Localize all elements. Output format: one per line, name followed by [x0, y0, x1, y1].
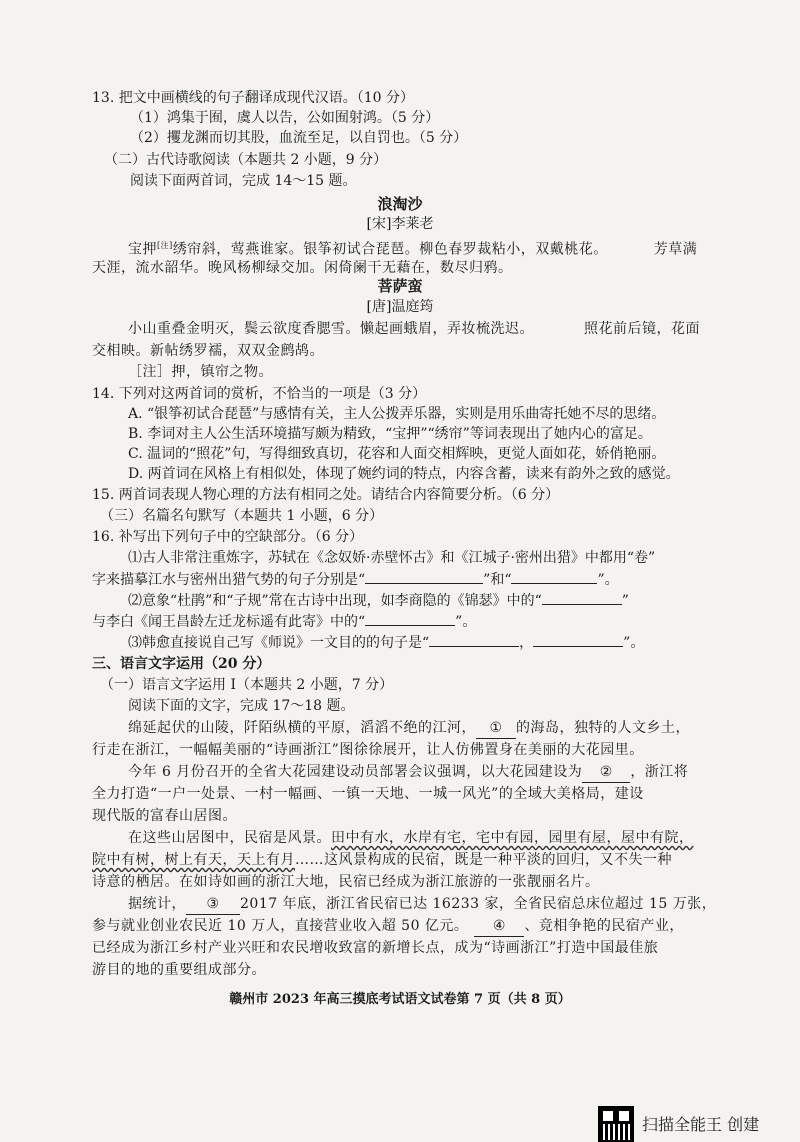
section-dictation-heading: （三）名篇名句默写（本题共 1 小题，6 分） [100, 508, 384, 524]
passage-p4-line-2: 参与就业创业农民近 10 万人，直接营业收入超 50 亿元。 ④ 、竞相争艳的民宿产业， [92, 916, 684, 937]
section-poetry-intro: 阅读下面两首词，完成 14～15 题。 [130, 173, 357, 189]
q14-option-b: B. 李词对主人公生活环境描写颇为精致，“宝押”“绣帘”等词表现出了她内心的富足。 [128, 426, 652, 442]
poem-note: ［注］押，镇帘之物。 [128, 364, 273, 380]
q14-option-a: A. “银筝初试合琵琶”与感情有关，主人公拨弄乐器，实则是用乐曲寄托她不尽的思绪。 [128, 406, 666, 422]
passage-p1-line-1: 绵延起伏的山陵，阡陌纵横的平原，滔滔不绝的江河， ① 的海岛，独特的人文乡土， [128, 718, 690, 739]
q16-stem: 16. 补写出下列句子中的空缺部分。（6 分） [92, 529, 364, 545]
poem2-line-1: 小山重叠金明灭，鬓云欲度香腮雪。懒起画蛾眉，弄妆梳洗迟。 照花前后镜，花面 [128, 321, 700, 337]
q14-option-c: C. 温词的“照花”句，写得细致真切，花容和人面交相辉映，更觉人面如花，娇俏艳丽。 [128, 446, 666, 462]
passage-p4-line-1: 据统计， ③ 2017 年底，浙江省民宿已达 16233 家，全省民宿总床位超过 15 万张， [128, 894, 716, 915]
q16-part-1-line-1: ⑴古人非常注重炼字，苏轼在《念奴娇·赤壁怀古》和《江城子·密州出猎》中都用“卷” [128, 550, 656, 566]
q13-sentence-2: （2）攫龙渊而切其股，血流至足，以自罚也。（5 分） [130, 130, 468, 146]
blank-1[interactable]: ① [476, 718, 516, 739]
passage-p1-line-2: 行走在浙江，一幅幅美丽的“诗画浙江”图徐徐展开，让人仿佛置身在美丽的大花园里。 [92, 742, 644, 758]
answer-blank[interactable] [429, 632, 519, 647]
wavy-underlined-text: 院中有树，树上有天，天上有月 [92, 852, 295, 868]
section-poetry-heading: （二）古代诗歌阅读（本题共 2 小题，9 分） [104, 152, 388, 168]
poem1-title: 浪淘沙 [377, 195, 423, 213]
page-footer: 赣州市 2023 年高三摸底考试语文试卷第 7 页（共 8 页） [229, 992, 571, 1007]
part3-intro: 阅读下面的文字，完成 17～18 题。 [128, 698, 355, 714]
passage-p3-line-1: 在这些山居图中，民宿是风景。田中有水，水岸有宅，宅中有园，园里有屋，屋中有院， [128, 830, 694, 846]
wavy-underlined-text: 田中有水，水岸有宅，宅中有园，园里有屋，屋中有院， [331, 830, 694, 846]
poem2-title: 菩萨蛮 [377, 277, 423, 295]
blank-2[interactable]: ② [582, 762, 630, 783]
answer-blank[interactable] [542, 590, 622, 605]
poem2-line-2: 交相映。新帖绣罗襦，双双金鹧鸪。 [92, 343, 324, 359]
poem1-author: [宋]李莱老 [366, 216, 434, 232]
answer-blank[interactable] [533, 632, 623, 647]
answer-blank[interactable] [365, 569, 483, 584]
passage-p3-line-3: 诗意的栖居。在如诗如画的浙江大地，民宿已经成为浙江旅游的一张靓丽名片。 [92, 874, 600, 890]
part3-heading: 三、语言文字运用（20 分） [92, 656, 271, 672]
part3-subheading: （一）语言文字运用 Ⅰ（本题共 2 小题，7 分） [100, 677, 394, 693]
answer-blank[interactable] [365, 611, 455, 626]
q16-part-2-line-1: ⑵意象“杜鹃”和“子规”常在古诗中出现，如李商隐的《锦瑟》中的“ ” [128, 590, 629, 611]
q14-option-d: D. 两首词在风格上有相似处，体现了婉约词的特点，内容含蓄，读来有韵外之致的感觉。 [128, 466, 680, 482]
q16-part-3: ⑶韩愈直接说自己写《师说》一文目的的句子是“ ， ”。 [128, 632, 644, 653]
poem1-line-1: 宝押[注]绣帘斜，莺燕谁家。银筝初试合琵琶。柳色春罗裁粘小，双戴桃花。 芳草满 [128, 241, 698, 258]
passage-p2-line-1: 今年 6 月份召开的全省大花园建设动员部署会议强调，以大花园建设为 ② ，浙江将 [128, 762, 688, 783]
q16-part-1-line-2: 字来描摹江水与密州出猎气势的句子分别是“ ”和“ ”。 [92, 569, 619, 590]
passage-p2-line-2: 全力打造“一户一处景、一村一幅画、一镇一天地、一城一风光”的全域大美格局，建设 [92, 786, 644, 802]
poem2-author: [唐]温庭筠 [366, 299, 434, 315]
q13-sentence-1: （1）鸿集于囿，虞人以告，公如囿射鸿。（5 分） [130, 110, 440, 126]
scanner-watermark: 扫描全能王 创建 [642, 1115, 760, 1134]
q15-stem: 15. 两首词表现人物心理的方法有相同之处。请结合内容简要分析。（6 分） [92, 487, 560, 503]
blank-3[interactable]: ③ [186, 894, 240, 915]
qr-code-icon [598, 1106, 634, 1142]
passage-p4-line-3: 已经成为浙江乡村产业兴旺和农民增收致富的新增长点，成为“诗画浙江”打造中国最佳旅 [92, 940, 659, 956]
answer-blank[interactable] [511, 569, 597, 584]
q14-stem: 14. 下列对这两首词的赏析，不恰当的一项是（3 分） [92, 386, 427, 402]
poem1-line-2: 天涯，流水韶华。晚风杨柳绿交加。闲倚阑干无藉在，数尽归鸦。 [92, 260, 513, 276]
passage-p2-line-3: 现代版的富春山居图。 [92, 808, 237, 824]
passage-p3-line-2: 院中有树，树上有天，天上有月……这风景构成的民宿，既是一种平淡的回归，又不失一种 [92, 852, 672, 868]
passage-p4-line-4: 游目的地的重要组成部分。 [92, 962, 266, 978]
blank-4[interactable]: ④ [474, 916, 524, 937]
q16-part-2-line-2: 与李白《闻王昌龄左迁龙标遥有此寄》中的“ ”。 [92, 611, 476, 632]
q13-stem: 13. 把文中画横线的句子翻译成现代汉语。（10 分） [92, 90, 414, 106]
